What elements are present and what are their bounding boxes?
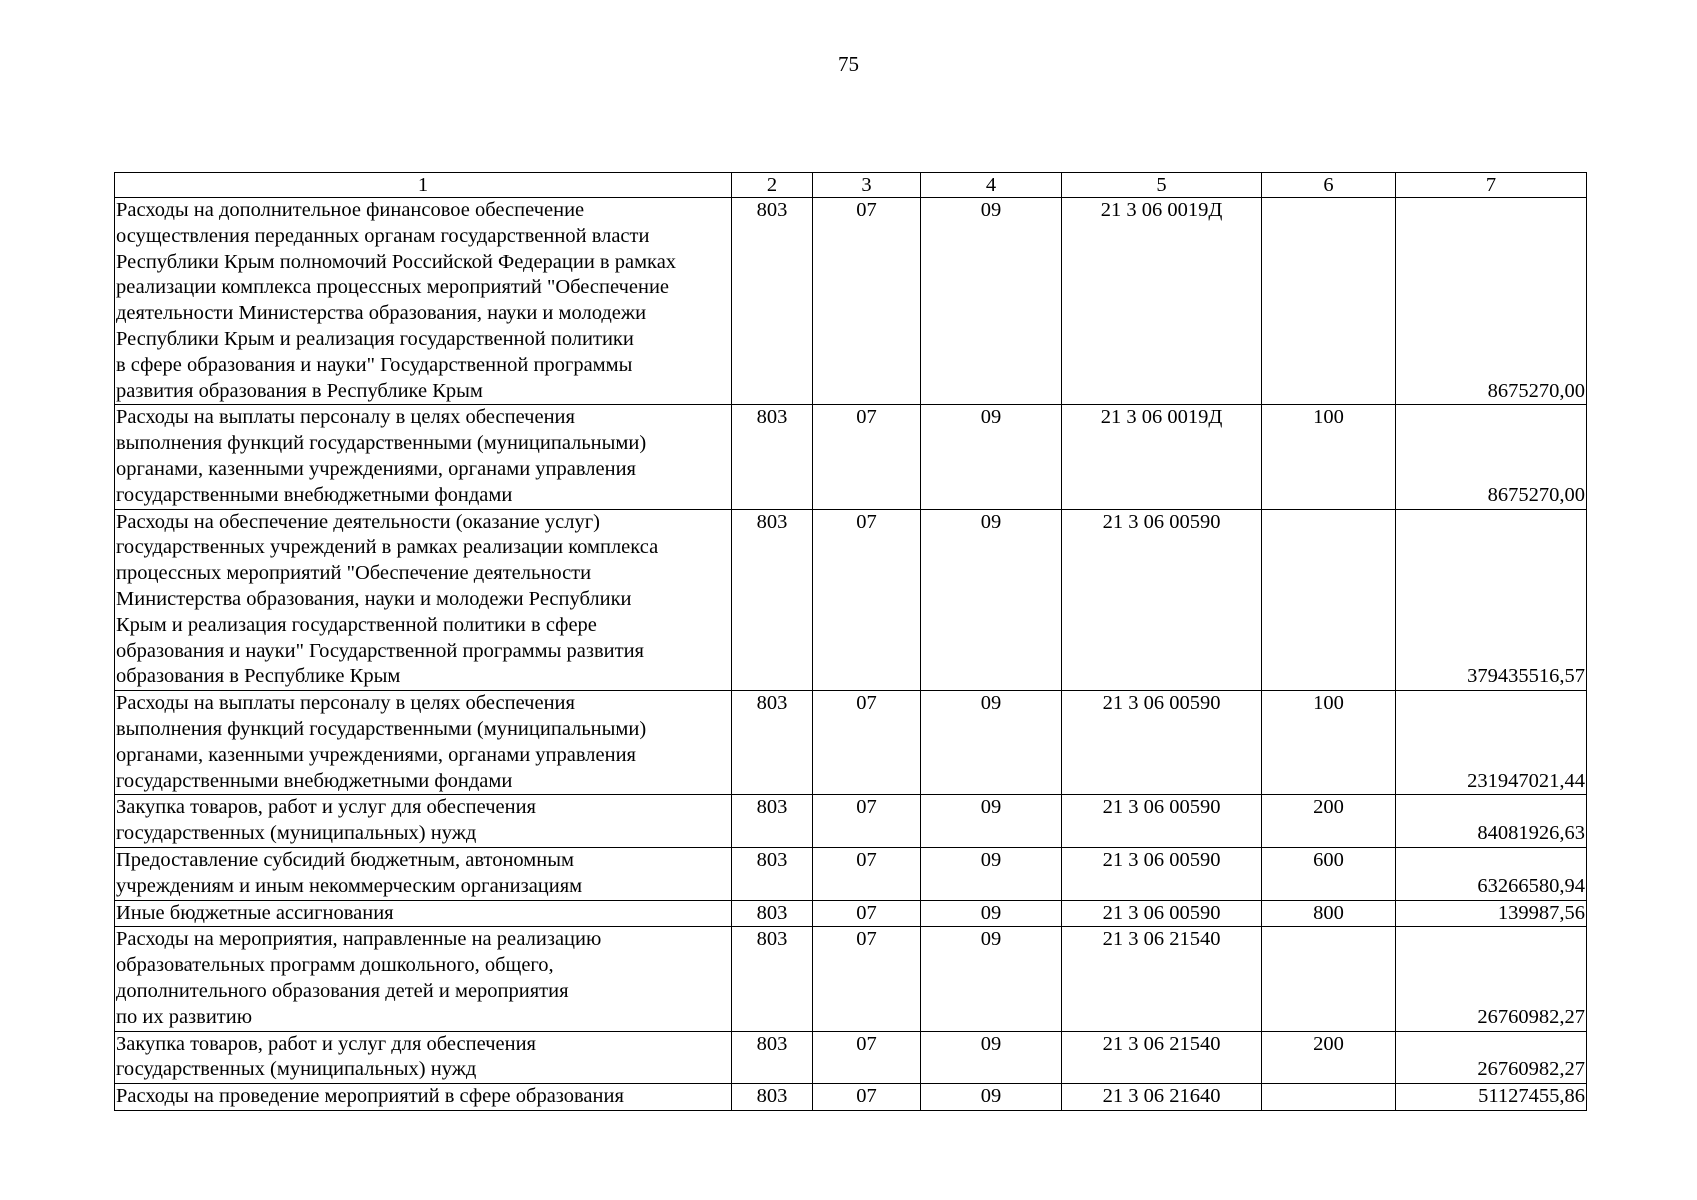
row-subsection-code: 09 — [921, 405, 1062, 509]
header-col-4: 4 — [921, 173, 1062, 198]
row-ministry-code: 803 — [732, 795, 813, 848]
row-target-article: 21 3 06 00590 — [1062, 691, 1262, 795]
row-amount: 139987,56 — [1396, 900, 1587, 927]
header-row — [115, 173, 1587, 198]
row-description: Расходы на проведение мероприятий в сфере образования — [115, 1084, 732, 1111]
row-expense-type: 800 — [1262, 900, 1396, 927]
row-description: Расходы на мероприятия, направленные на реализацию образовательных программ дошкольного, общего, дополнительного образования детей и мероприятия по их развитию — [115, 927, 732, 1031]
row-description: Закупка товаров, работ и услуг для обеспечения государственных (муниципальных) нужд — [115, 1031, 732, 1084]
row-ministry-code: 803 — [732, 900, 813, 927]
page-number: 75 — [838, 52, 859, 76]
header-col-2: 2 — [732, 173, 813, 198]
row-ministry-code: 803 — [732, 405, 813, 509]
table-row — [115, 847, 1587, 900]
row-expense-type: 600 — [1262, 847, 1396, 900]
row-amount: 379435516,57 — [1396, 509, 1587, 691]
row-expense-type: 100 — [1262, 405, 1396, 509]
row-section-code: 07 — [813, 405, 921, 509]
table-row — [115, 405, 1587, 509]
row-target-article: 21 3 06 0019Д — [1062, 405, 1262, 509]
row-description: Расходы на дополнительное финансовое обеспечение осуществления переданных органам государственной власти Республики Крым полномочий Российской Федерации в рамках реализации комплекса процессных мероприятий "Обеспечение деятельности Министерства образования, науки и молодежи Республики Крым и реализация государственной политики в сфере образования и науки" Государственной программы развития образования в Республике Крым — [115, 198, 732, 405]
row-target-article: 21 3 06 00590 — [1062, 509, 1262, 691]
row-expense-type: 100 — [1262, 691, 1396, 795]
row-subsection-code: 09 — [921, 509, 1062, 691]
header-col-6: 6 — [1262, 173, 1396, 198]
row-description: Предоставление субсидий бюджетным, автономным учреждениям и иным некоммерческим организациям — [115, 847, 732, 900]
row-section-code: 07 — [813, 1084, 921, 1111]
row-amount: 8675270,00 — [1396, 198, 1587, 405]
budget-table — [114, 172, 1587, 1111]
row-target-article: 21 3 06 21540 — [1062, 927, 1262, 1031]
row-section-code: 07 — [813, 900, 921, 927]
table-row — [115, 509, 1587, 691]
row-target-article: 21 3 06 00590 — [1062, 795, 1262, 848]
row-description: Расходы на выплаты персоналу в целях обеспечения выполнения функций государственными (муниципальными) органами, казенными учреждениями, органами управления государственными внебюджетными фондами — [115, 405, 732, 509]
row-expense-type: 200 — [1262, 795, 1396, 848]
header-col-3: 3 — [813, 173, 921, 198]
row-amount: 26760982,27 — [1396, 1031, 1587, 1084]
row-subsection-code: 09 — [921, 900, 1062, 927]
row-description: Иные бюджетные ассигнования — [115, 900, 732, 927]
row-expense-type — [1262, 509, 1396, 691]
row-section-code: 07 — [813, 691, 921, 795]
header-col-1: 1 — [115, 173, 732, 198]
row-section-code: 07 — [813, 1031, 921, 1084]
row-amount: 231947021,44 — [1396, 691, 1587, 795]
row-expense-type — [1262, 1084, 1396, 1111]
row-section-code: 07 — [813, 847, 921, 900]
row-section-code: 07 — [813, 927, 921, 1031]
row-ministry-code: 803 — [732, 847, 813, 900]
header-col-5: 5 — [1062, 173, 1262, 198]
row-subsection-code: 09 — [921, 691, 1062, 795]
row-subsection-code: 09 — [921, 1084, 1062, 1111]
table-row — [115, 900, 1587, 927]
row-subsection-code: 09 — [921, 795, 1062, 848]
row-expense-type — [1262, 927, 1396, 1031]
row-target-article: 21 3 06 00590 — [1062, 900, 1262, 927]
row-ministry-code: 803 — [732, 509, 813, 691]
row-section-code: 07 — [813, 198, 921, 405]
row-amount: 84081926,63 — [1396, 795, 1587, 848]
table-row — [115, 691, 1587, 795]
table-header — [115, 173, 1587, 198]
row-ministry-code: 803 — [732, 927, 813, 1031]
row-ministry-code: 803 — [732, 1031, 813, 1084]
table-body — [115, 198, 1587, 1111]
row-amount: 26760982,27 — [1396, 927, 1587, 1031]
row-subsection-code: 09 — [921, 198, 1062, 405]
row-expense-type: 200 — [1262, 1031, 1396, 1084]
row-ministry-code: 803 — [732, 691, 813, 795]
row-description: Расходы на обеспечение деятельности (оказание услуг) государственных учреждений в рамках реализации комплекса процессных мероприятий "Обеспечение деятельности Министерства образования, науки и молодежи Республики Крым и реализация государственной политики в сфере образования и науки" Государственной программы развития образования в Республике Крым — [115, 509, 732, 691]
row-amount: 51127455,86 — [1396, 1084, 1587, 1111]
row-subsection-code: 09 — [921, 927, 1062, 1031]
header-col-7: 7 — [1396, 173, 1587, 198]
row-target-article: 21 3 06 21640 — [1062, 1084, 1262, 1111]
row-description: Расходы на выплаты персоналу в целях обеспечения выполнения функций государственными (муниципальными) органами, казенными учреждениями, органами управления государственными внебюджетными фондами — [115, 691, 732, 795]
row-amount: 63266580,94 — [1396, 847, 1587, 900]
table-row — [115, 927, 1587, 1031]
table-row — [115, 198, 1587, 405]
row-ministry-code: 803 — [732, 198, 813, 405]
row-target-article: 21 3 06 0019Д — [1062, 198, 1262, 405]
row-subsection-code: 09 — [921, 1031, 1062, 1084]
row-subsection-code: 09 — [921, 847, 1062, 900]
table-row — [115, 1031, 1587, 1084]
row-target-article: 21 3 06 21540 — [1062, 1031, 1262, 1084]
row-target-article: 21 3 06 00590 — [1062, 847, 1262, 900]
row-section-code: 07 — [813, 509, 921, 691]
row-expense-type — [1262, 198, 1396, 405]
row-amount: 8675270,00 — [1396, 405, 1587, 509]
row-ministry-code: 803 — [732, 1084, 813, 1111]
row-section-code: 07 — [813, 795, 921, 848]
table-row — [115, 1084, 1587, 1111]
row-description: Закупка товаров, работ и услуг для обеспечения государственных (муниципальных) нужд — [115, 795, 732, 848]
table-row — [115, 795, 1587, 848]
